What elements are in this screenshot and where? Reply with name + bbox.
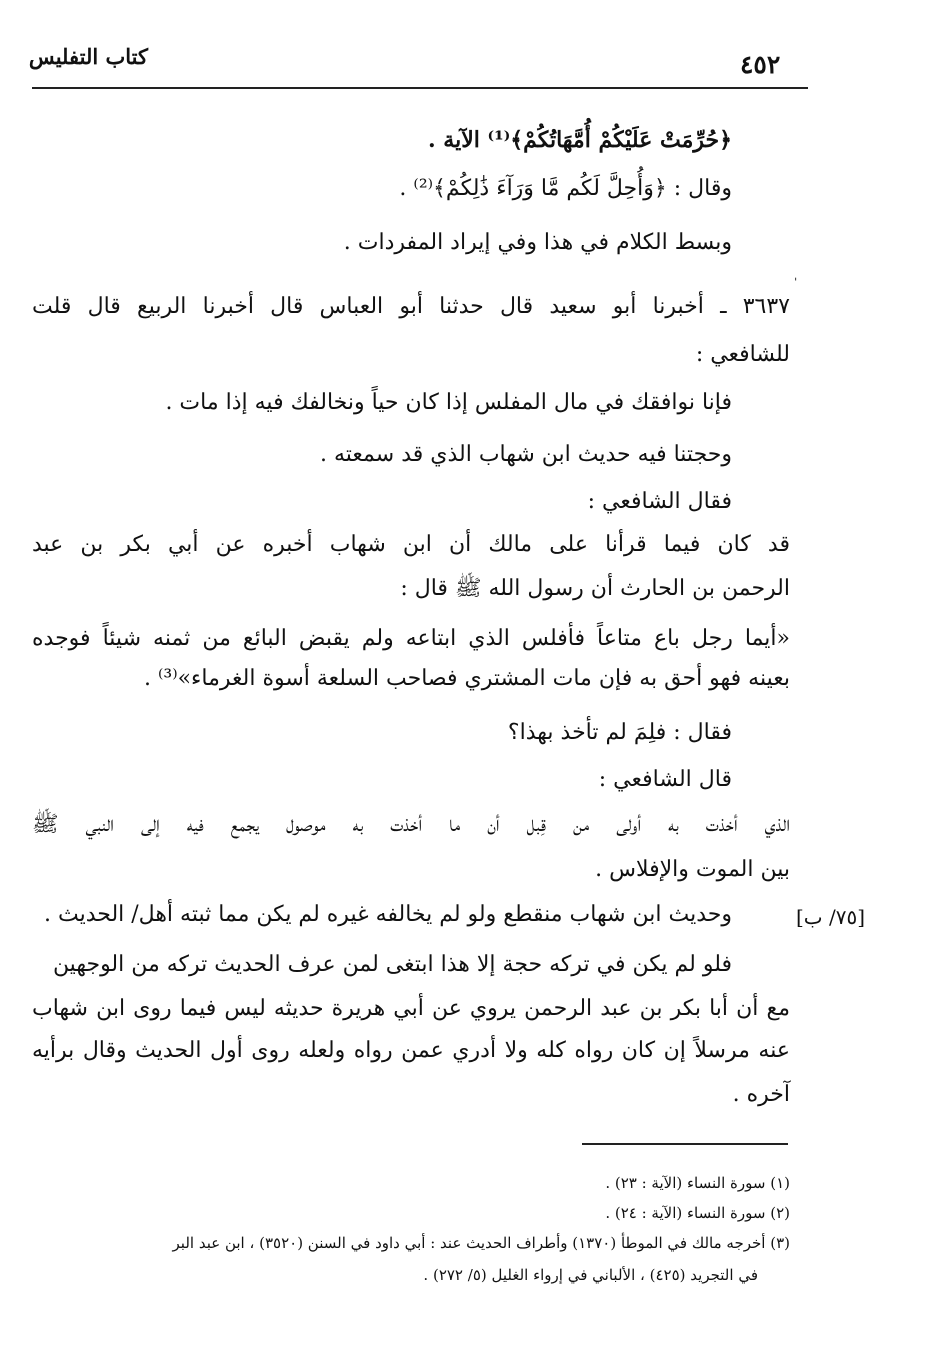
header-rule: [32, 87, 808, 89]
text-line-5: للشافعي :: [695, 342, 790, 367]
text-line-13: فقال : فلِمَ لم تأخذ بهذا؟: [507, 720, 732, 745]
quran-verse-line-1: ﴿حُرِّمَتْ عَلَيْكُمْ أُمَّهَاتُكُمْ﴾⁽¹⁾ الآية .: [427, 127, 732, 153]
text-line-20: عنه مرسلاً إن كان رواه كله ولا أدري عمن رواه ولعله روى أول الحديث وقال برأيه: [32, 1038, 790, 1063]
margin-tick: ˌ: [794, 268, 798, 282]
text-line-9: قد كان فيما قرأنا على مالك أن ابن شهاب أخبره عن أبي بكر بن عبد: [32, 532, 790, 557]
page-number: ٤٥٢: [740, 50, 781, 79]
text-line-7: وحجتنا فيه حديث ابن شهاب الذي قد سمعته .: [320, 442, 732, 467]
footnote-rule: [582, 1143, 788, 1145]
text-line-19: مع أن أبا بكر بن عبد الرحمن يروي عن أبي هريرة حديثه ليس فيما روى ابن شهاب: [32, 996, 790, 1021]
footnote-1: (١) سورة النساء (الآية : ٢٣) .: [605, 1174, 790, 1192]
text-line-8: فقال الشافعي :: [587, 489, 732, 514]
hadith-number-line: ٣٦٣٧ ـ أخبرنا أبو سعيد قال حدثنا أبو العباس قال أخبرنا الربيع قال قلت: [32, 294, 790, 319]
text-line-6: فإنا نوافقك في مال المفلس إذا كان حياً ونخالفك فيه إذا مات .: [165, 390, 732, 415]
text-line-3: وبسط الكلام في هذا وفي إيراد المفردات .: [343, 230, 732, 255]
footnote-3: (٣) أخرجه مالك في الموطأ (١٣٧٠) وأطراف الحديث عند : أبي داود في السنن (٣٥٢٠) ، ابن عبد البر: [172, 1234, 790, 1252]
text-line-17: وحديث ابن شهاب منقطع ولو لم يخالفه غيره لم يكن مما ثبته أهل/ الحديث .: [43, 902, 732, 927]
text-line-2: وقال : ﴿وَأُحِلَّ لَكُم مَّا وَرَآءَ ذَٰلِكُمْ﴾⁽²⁾ .: [399, 176, 732, 201]
footnote-2: (٢) سورة النساء (الآية : ٢٤) .: [605, 1204, 790, 1222]
text-line-15: الذي أخذت به أولى من قِبل أن ما أخذت به موصول يجمع فيه إلى النبي ﷺ: [32, 812, 790, 837]
text-line-21: آخره .: [732, 1082, 790, 1107]
footnote-3-cont: في التجريد (٤٢٥) ، الألباني في إرواء الغليل (٥/ ٢٧٢) .: [423, 1266, 758, 1284]
text-line-11: «أيما رجل باع متاعاً فأفلس الذي ابتاعه ولم يقبض البائع من ثمنه شيئاً فوجده: [32, 626, 790, 651]
text-line-10: الرحمن بن الحارث أن رسول الله ﷺ قال :: [400, 576, 790, 601]
text-line-12: بعينه فهو أحق به فإن مات المشتري فصاحب السلعة أسوة الغرماء»⁽³⁾ .: [143, 666, 790, 691]
running-header-title: كتاب التفليس: [28, 44, 148, 69]
text-line-18: فلو لم يكن في تركه حجة إلا هذا ابتغى لمن عرف الحديث تركه من الوجهين: [52, 952, 732, 977]
text-line-14: قال الشافعي :: [598, 767, 732, 792]
text-line-16: بين الموت والإفلاس .: [595, 857, 790, 882]
manuscript-folio-note: [٧٥/ ب]: [796, 905, 866, 929]
